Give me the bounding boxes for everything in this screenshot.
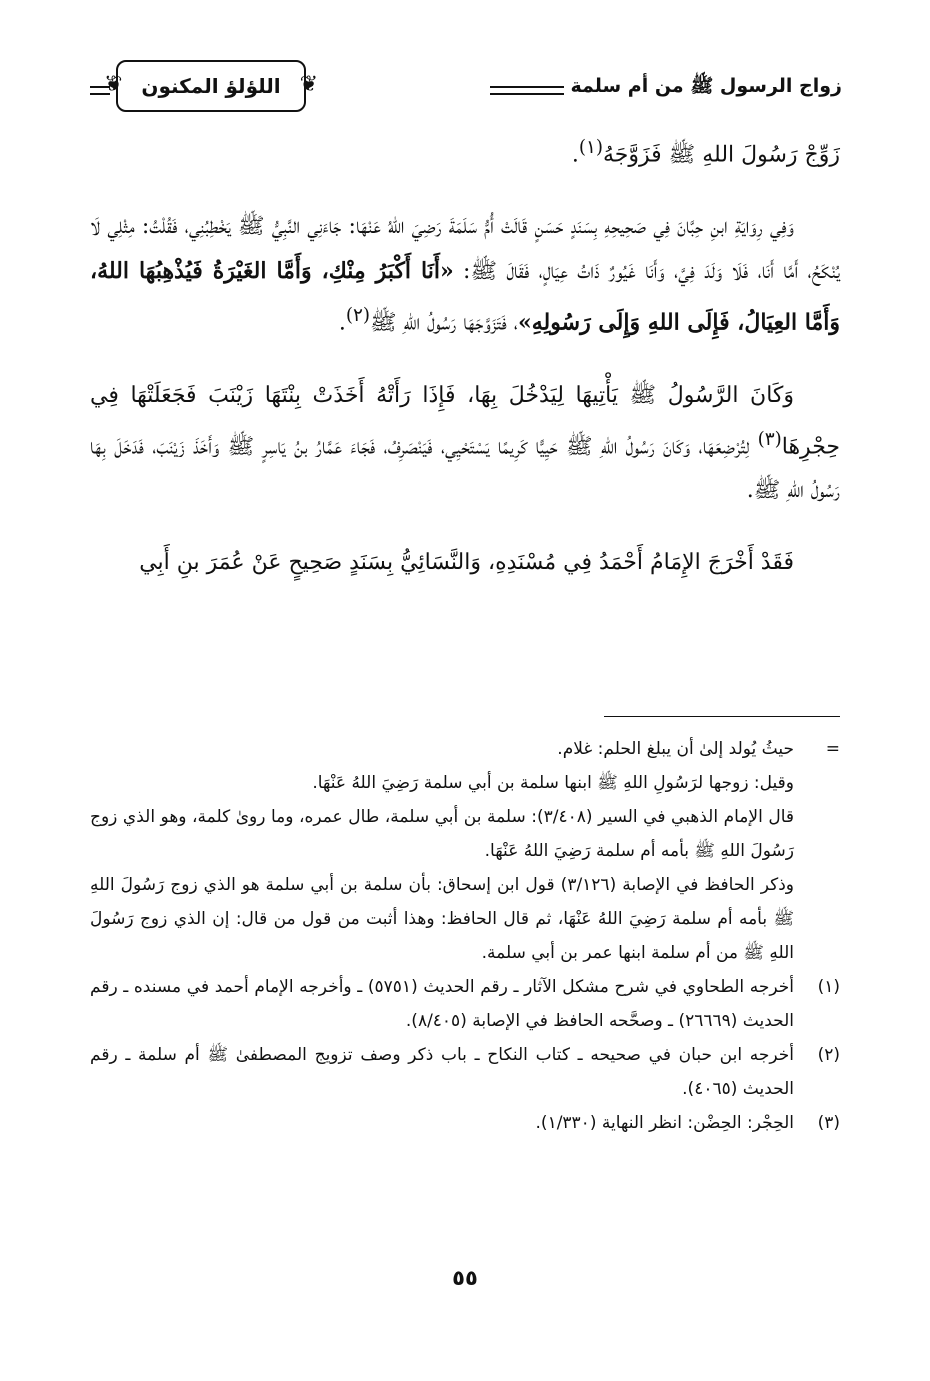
paragraph-3: وَكَانَ الرَّسُولُ ﷺ يَأْتِيهَا لِيَدْخُلَ بِهَا، فَإِذَا رَأَتْهُ أَخَذَتْ بِنْتَهَا زَيْنَبَ فَجَعَلَتْهَا فِي حِجْرِهَا$^{(٣)}$ لِتُرْضِعَهَا، وَكَانَ رَسُولُ اللهِ ﷺ حَيِيًّا كَرِيمًا يَسْتَحْيِي، فَيَنْصَرِفُ، فَجَاءَ عَمَّارُ بنُ يَاسِرٍ ﷺ وَأَخَذَ زَيْنَبَ، فَدَخَلَ بِهَا رَسُولُ اللهِ ﷺ. xyxy=(90,382,840,503)
footnote-2: (٢) أخرجه ابن حبان في صحيحه ـ كتاب النكاح ـ باب ذكر وصف تزويج المصطفىٰ ﷺ أم سلمة ـ رقم الحديث (٤٠٦٥). xyxy=(90,1038,840,1106)
prophet-quote: «أَنَا أَكْبَرُ مِنْكِ، وَأَمَّا الغَيْرَةُ فَيُذْهِبُهَا اللهُ، وَأَمَّا العِيَالُ، فَإِلَى اللهِ وَإِلَى رَسُولِهِ» xyxy=(90,258,840,336)
paragraph-1: زَوِّجْ رَسُولَ اللهِ ﷺ فَزَوَّجَهُ$^{(١)}$. xyxy=(571,137,840,168)
paragraph-2: وَفِي رِوَايَةِ ابنِ حِبَّانَ فِي صَحِيحِهِ بِسَنَدٍ حَسَنٍ قَالَتْ أُمُّ سَلَمَةَ رَضِيَ اللهُ عَنْهَا: جَاءَنِي النَّبِيُّ ﷺ يَخْطِبُنِي، فَقُلْتُ: مِثْلِي لَا يُنْكَحُ، أَمَّا أَنَا، فَلَا وَلَدَ فِيَّ، وَأَنَا غَيُورٌ ذَاتُ عِيَالٍ، فَقَالَ ﷺ: «أَنَا أَكْبَرُ مِنْكِ، وَأَمَّا الغَيْرَةُ فَيُذْهِبُهَا اللهُ، وَأَمَّا العِيَالُ، فَإِلَى اللهِ وَإِلَى رَسُولِهِ»، فَتَزَوَّجَهَا رَسُولُ اللهِ ﷺ$^{(٢)}$. xyxy=(90,214,840,336)
footnotes xyxy=(90,732,840,1140)
main-text xyxy=(90,126,840,613)
header-rule-right xyxy=(490,86,564,95)
footnote-separator xyxy=(604,716,840,717)
paragraph-4: فَقَدْ أَخْرَجَ الإِمَامُ أَحْمَدُ فِي مُسْنَدِهِ، وَالنَّسَائِيُّ بِسَنَدٍ صَحِيحٍ عَنْ عُمَرَ بنِ أَبِي xyxy=(139,549,794,575)
footnote-ref-2: (٢) xyxy=(345,305,370,327)
footnote-3: (٣) الحِجْر: الحِضْن: انظر النهاية (١/٣٣٠). xyxy=(90,1106,840,1140)
book-title-ornament xyxy=(116,60,306,112)
running-header xyxy=(90,58,842,116)
footnote-3-number: (٣) xyxy=(817,1113,840,1133)
footnote-2-number: (٢) xyxy=(817,1045,840,1065)
book-title: ❦ اللؤلؤ المكنون xyxy=(141,74,281,98)
header-rule-left xyxy=(90,86,110,95)
footnote-ref-3: (٣) xyxy=(757,428,782,450)
chapter-title: زواج الرسول ﷺ من أم سلمة xyxy=(570,75,842,97)
continuation-mark: = xyxy=(825,739,840,759)
footnote-ref-1: (١) xyxy=(578,137,604,158)
footnote-1: (١) أخرجه الطحاوي في شرح مشكل الآثار ـ رقم الحديث (٥٧٥١) ـ وأخرجه الإمام أحمد في مسنده ـ رقم الحديث (٢٦٦٦٩) ـ وصحَّحه الحافظ في الإصابة (٨/٤٠٥). xyxy=(90,970,840,1038)
page-number: ٥٥ xyxy=(452,1266,478,1290)
footnote-continuation: = حيثُ يُولد إلىٰ أن يبلغ الحلم: غلام. وقيل: زوجها لرَسُولِ اللهِ ﷺ ابنها سلمة بن أبي سلمة رَضِيَ اللهُ عَنْهَا. قال الإمام الذهبي في السير (٣/٤٠٨): سلمة بن أبي سلمة، طال عمره، وما روىٰ كلمة، وهو الذي زوج رَسُولَ اللهِ ﷺ بأمه أم سلمة رَضِيَ اللهُ عَنْهَا. وذكر الحافظ في الإصابة (٣/١٢٦) قول ابن إسحاق: بأن سلمة بن أبي سلمة هو الذي زوج رَسُولَ اللهِ ﷺ بأمه أم سلمة رَضِيَ اللهُ عَنْهَا، ثم قال الحافظ: وهذا أثبت من قول من قال: إن الذي زوج رَسُولَ اللهِ ﷺ من أم سلمة ابنها عمر بن أبي سلمة. xyxy=(90,732,840,970)
footnote-1-number: (١) xyxy=(817,977,840,997)
